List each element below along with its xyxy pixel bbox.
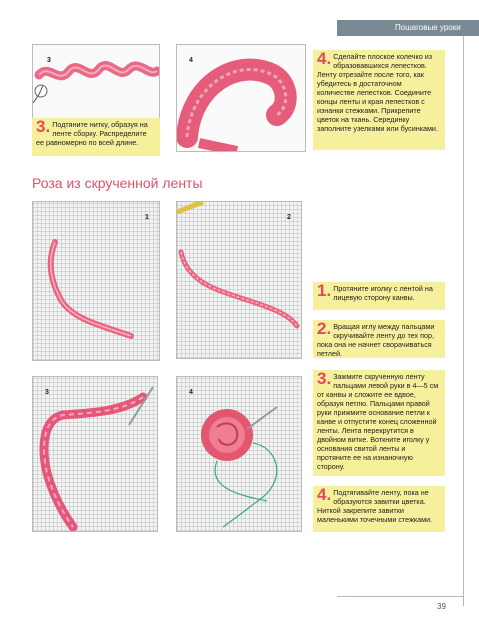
step-4-callout — [313, 486, 445, 532]
step-text: Подтяните нитку, образуя на ленте сборку. Распределите ее равномерно по всей длине. — [36, 120, 148, 147]
ribbon-rose-image — [177, 377, 302, 532]
photo-number: 3 — [45, 389, 49, 396]
section-header-label: Пошаговые уроки — [395, 23, 461, 32]
step-number: 3. — [36, 117, 51, 136]
photo-number: 1 — [145, 214, 149, 221]
step-1-callout — [313, 282, 445, 310]
step-number: 3. — [317, 369, 332, 388]
step-text: Зажмите скрученную ленту пальцами левой руки в 4—5 см от канвы и сложите ее вдвое, образуя петлю. Пальцами правой руки прижмите основание петли к канве и отпустите конец сложенной ленты. Лента перекрутится в двойном витке. Воткните иголку у основания свитой ленты и протяните ее на изнаночную сторону. — [317, 372, 439, 471]
step-text: Подтягивайте ленту, пока не образуются завитки цветка. Ниткой закрепите завитки маленькими точечными стежками. — [317, 488, 433, 524]
step-text: Вращая иглу между пальцами скручивайте ленту до тех пор, пока она не начнет сворачиваться петлей. — [317, 322, 435, 358]
photo-number: 2 — [287, 214, 291, 221]
ribbon-emerging-image — [33, 202, 160, 361]
top-step-3-callout — [32, 118, 160, 156]
step-text: Протяните иголку с лентой на лицевую сторону канвы. — [333, 284, 433, 302]
top-photo-4 — [176, 44, 306, 152]
photo-3 — [32, 376, 158, 532]
step-2-callout — [313, 320, 445, 358]
section-title: Роза из скрученной ленты — [32, 175, 203, 191]
photo-2 — [176, 201, 302, 359]
step-number: 1. — [317, 281, 332, 300]
photo-number: 4 — [189, 57, 193, 64]
photo-number: 3 — [47, 57, 51, 64]
ribbon-ring-image — [177, 45, 306, 152]
step-number: 4. — [317, 49, 332, 68]
step-number: 2. — [317, 319, 332, 338]
right-margin-rule — [463, 36, 464, 606]
photo-4 — [176, 376, 302, 532]
section-header — [337, 20, 479, 36]
photo-1 — [32, 201, 160, 361]
top-step-4-callout — [313, 50, 445, 150]
twisting-ribbon-image — [177, 202, 302, 359]
photo-number: 4 — [189, 389, 193, 396]
step-text: Сделайте плоское колечко из образовавшихся лепестков. Ленту отрезайте после того, как убедитесь в достаточном количестве лепестков. Соедините концы ленты и края лепестков с изнанки стежками. Прикрепите цветок на ткань. Серединку заполните узелками или бусинками. — [317, 52, 438, 133]
twisted-loop-image — [33, 377, 158, 532]
step-3-callout — [313, 370, 445, 476]
bottom-margin-rule — [337, 596, 464, 597]
page-number: 39 — [437, 602, 446, 611]
step-number: 4. — [317, 485, 332, 504]
